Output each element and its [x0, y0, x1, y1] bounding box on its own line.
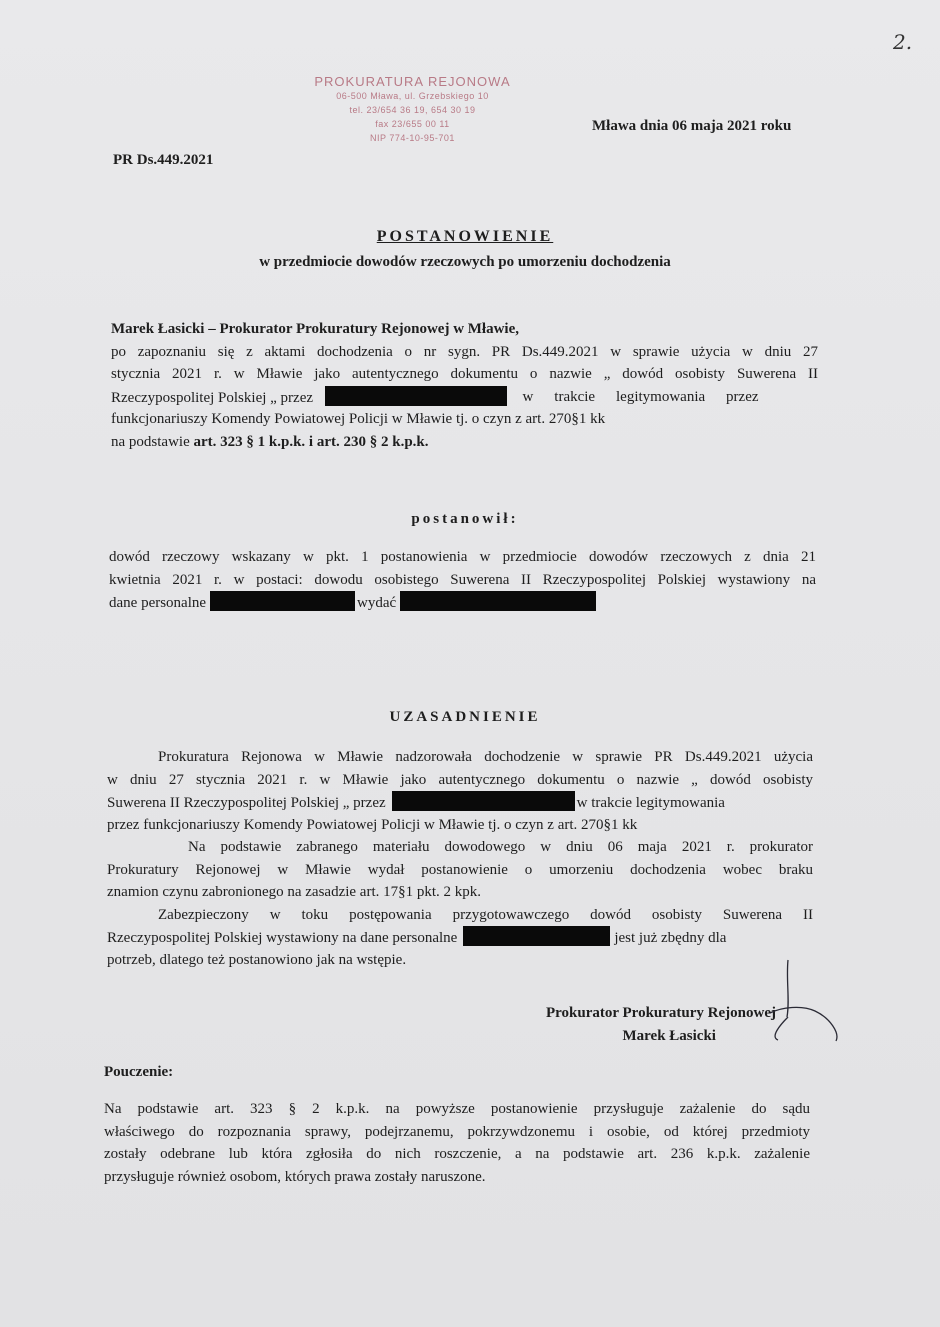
- decision-line: dowód rzeczowy wskazany w pkt. 1 postanowienia w przedmiocie dowodów rzeczowych z dnia 21: [109, 549, 816, 565]
- place-date: Mława dnia 06 maja 2021 roku: [592, 118, 792, 134]
- decision-paragraph: [109, 546, 816, 614]
- document-title: POSTANOWIENIE: [376, 228, 554, 245]
- decision-line-part: wydać: [357, 595, 397, 611]
- justification-line: w dniu 27 stycznia 2021 r. w Mławie jako autentycznego dokumentu o nazwie „ dowód osobisty: [107, 771, 813, 788]
- justification-line-part: w trakcie legitymowania: [576, 795, 725, 811]
- justification-line: [107, 791, 813, 814]
- justification-line: [107, 926, 813, 949]
- intro-author: Marek Łasicki – Prokurator Prokuratury Rejonowej w Mławie,: [111, 321, 520, 337]
- justification-paragraph: [107, 746, 813, 971]
- page-number: 2.: [893, 30, 913, 54]
- justification-line-part: Suwerena II Rzeczypospolitej Polskiej „ przez: [107, 795, 386, 811]
- justification-line: potrzeb, dlatego też postanowiono jak na wstępie.: [107, 951, 407, 968]
- redaction-box: [400, 591, 596, 611]
- legal-basis: art. 323 § 1 k.p.k. i art. 230 § 2 k.p.k.: [193, 433, 429, 450]
- redaction-box: [210, 591, 355, 611]
- document-subtitle: w przedmiocie dowodów rzeczowych po umorzeniu dochodzenia: [259, 254, 671, 270]
- intro-line: funkcjonariuszy Komendy Powiatowej Policji w Mławie tj. o czyn z art. 270§1 kk: [111, 411, 606, 427]
- intro-line: [111, 386, 818, 409]
- stamp-title: PROKURATURA REJONOWA: [314, 74, 511, 89]
- justification-line-part: jest już zbędny dla: [614, 930, 727, 946]
- decided-heading: postanowił:: [411, 511, 519, 527]
- instruction-paragraph: [104, 1098, 810, 1188]
- handwritten-signature-icon: [700, 955, 850, 1045]
- intro-line-part: Rzeczypospolitej Polskiej „ przez: [111, 389, 314, 406]
- intro-paragraph: [111, 318, 818, 453]
- justification-line: Prokuratura Rejonowa w Mławie nadzorowała dochodzenie w sprawie PR Ds.449.2021 użycia: [158, 749, 813, 765]
- redaction-box: [392, 791, 575, 811]
- case-number: PR Ds.449.2021: [113, 152, 214, 168]
- stamp-line: fax 23/655 00 11: [375, 119, 450, 129]
- stamp-line: NIP 774-10-95-701: [370, 133, 455, 143]
- redaction-box: [463, 926, 610, 946]
- instruction-line: zostały odebrane lub która zgłosiła do nich roszczenie, a na podstawie art. 236 k.p.k. zażalenie: [104, 1146, 810, 1162]
- justification-heading: UZASADNIENIE: [389, 709, 541, 725]
- signature-name: Marek Łasicki: [622, 1028, 716, 1044]
- intro-line-part: na podstawie: [111, 433, 194, 450]
- instruction-line: właściwego do rozpoznania sprawy, podejrzanemu, pokrzywdzonemu i osobie, od której przedmioty: [104, 1123, 810, 1140]
- justification-line: Prokuratury Rejonowej w Mławie wydał postanowienie o umorzeniu dochodzenia wobec braku: [107, 861, 813, 878]
- justification-line-part: Rzeczypospolitej Polskiej wystawiony na dane personalne: [107, 930, 458, 946]
- instruction-line: przysługuje również osobom, których prawa zostały naruszone.: [104, 1168, 486, 1185]
- instruction-heading: Pouczenie:: [104, 1064, 174, 1080]
- office-stamp: [300, 74, 525, 145]
- signature-role: Prokurator Prokuratury Rejonowej: [546, 1005, 776, 1021]
- decision-line-part: dane personalne: [109, 595, 207, 611]
- intro-line-part: w trakcie legitymowania przez: [522, 388, 759, 405]
- intro-line: [111, 431, 818, 454]
- decision-line: [109, 591, 816, 614]
- redaction-box: [325, 386, 507, 406]
- intro-line: po zapoznaniu się z aktami dochodzenia o nr sygn. PR Ds.449.2021 w sprawie użycia w dniu 27: [111, 343, 818, 360]
- justification-line: Zabezpieczony w toku postępowania przygotowawczego dowód osobisty Suwerena II: [158, 906, 813, 923]
- decision-line: kwietnia 2021 r. w postaci: dowodu osobistego Suwerena II Rzeczypospolitej Polskiej wystawiony na: [109, 571, 816, 588]
- instruction-line: Na podstawie art. 323 § 2 k.p.k. na powyższe postanowienie przysługuje zażalenie do sądu: [104, 1101, 810, 1117]
- justification-line: przez funkcjonariuszy Komendy Powiatowej Policji w Mławie tj. o czyn z art. 270§1 kk: [107, 816, 638, 833]
- justification-line: znamion czynu zabronionego na zasadzie art. 17§1 pkt. 2 kpk.: [107, 884, 482, 900]
- intro-line: stycznia 2021 r. w Mławie jako autentycznego dokumentu o nazwie „ dowód osobisty Suwerena II: [111, 366, 818, 382]
- justification-line: Na podstawie zabranego materiału dowodowego w dniu 06 maja 2021 r. prokurator: [188, 839, 813, 855]
- stamp-line: tel. 23/654 36 19, 654 30 19: [349, 105, 476, 115]
- stamp-line: 06-500 Mława, ul. Grzebskiego 10: [336, 91, 489, 101]
